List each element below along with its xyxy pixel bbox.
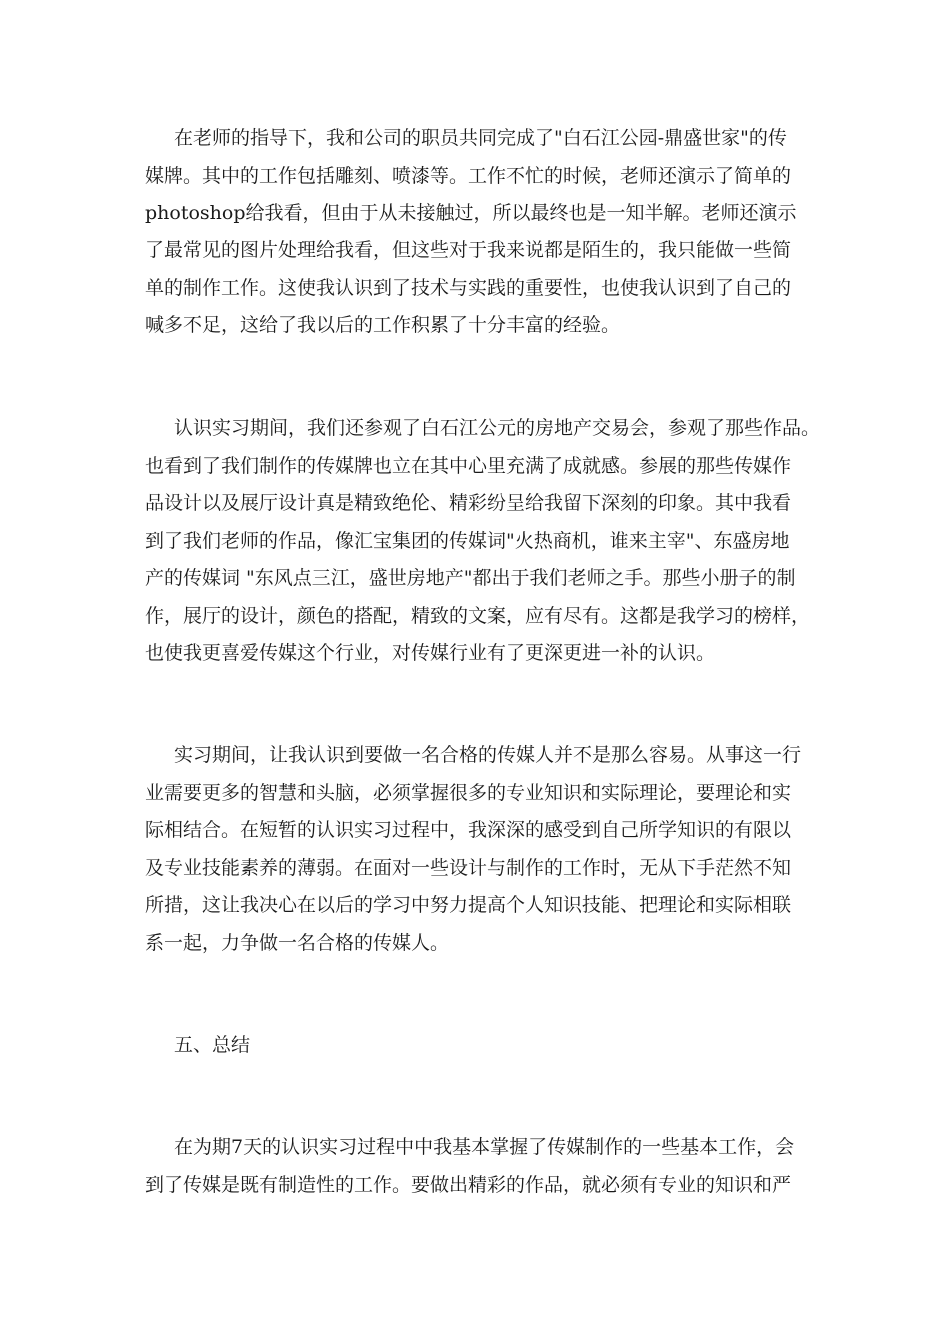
paragraph-line: 在老师的指导下，我和公司的职员共同完成了"白石江公园-鼎盛世家"的传 [174,127,787,149]
paragraph-line: 际相结合。在短暂的认识实习过程中，我深深的感受到自己所学知识的有限以 [145,819,792,841]
paragraph-line: 媒牌。其中的工作包括雕刻、喷漆等。工作不忙的时候，老师还演示了简单的 [145,165,792,187]
paragraph-line: 到了我们老师的作品，像汇宝集团的传媒词"火热商机，谁来主宰"、东盛房地 [145,530,790,552]
paragraph-line: 单的制作工作。这使我认识到了技术与实践的重要性，也使我认识到了自己的 [145,277,792,299]
section-heading: 五、总结 [174,1034,251,1056]
paragraph-line: 在为期7天的认识实习过程中中我基本掌握了传媒制作的一些基本工作，会 [174,1136,795,1158]
paragraph-line: 产的传媒词 "东风点三江，盛世房地产"都出于我们老师之手。那些小册子的制 [145,567,796,589]
paragraph-line: 品设计以及展厅设计真是精致绝伦、精彩纷呈给我留下深刻的印象。其中我看 [145,492,792,514]
paragraph-line: 及专业技能素养的薄弱。在面对一些设计与制作的工作时，无从下手茫然不知 [145,857,792,879]
paragraph-line: 也看到了我们制作的传媒牌也立在其中心里充满了成就感。参展的那些传媒作 [145,455,792,477]
paragraph-line: 实习期间，让我认识到要做一名合格的传媒人并不是那么容易。从事这一行 [174,744,802,766]
paragraph-line: 所措，这让我决心在以后的学习中努力提高个人知识技能、把理论和实际相联 [145,894,792,916]
paragraph-line: 系一起，力争做一名合格的传媒人。 [145,932,450,954]
paragraph-line: 认识实习期间，我们还参观了白石江公元的房地产交易会，参观了那些作品。 [174,417,821,439]
paragraph-line: 作，展厅的设计，颜色的搭配，精致的文案，应有尽有。这都是我学习的榜样， [145,605,811,627]
paragraph-line: 业需要更多的智慧和头脑，必须掌握很多的专业知识和实际理论，要理论和实 [145,782,792,804]
paragraph-line: 到了传媒是既有制造性的工作。要做出精彩的作品，就必须有专业的知识和严 [145,1174,792,1196]
paragraph-line: photoshop给我看，但由于从未接触过，所以最终也是一知半解。老师还演示 [145,202,797,224]
paragraph-line: 喊多不足，这给了我以后的工作积累了十分丰富的经验。 [145,314,621,336]
paragraph-line: 了最常见的图片处理给我看，但这些对于我来说都是陌生的，我只能做一些简 [145,239,792,261]
paragraph-line: 也使我更喜爱传媒这个行业，对传媒行业有了更深更进一补的认识。 [145,642,716,664]
